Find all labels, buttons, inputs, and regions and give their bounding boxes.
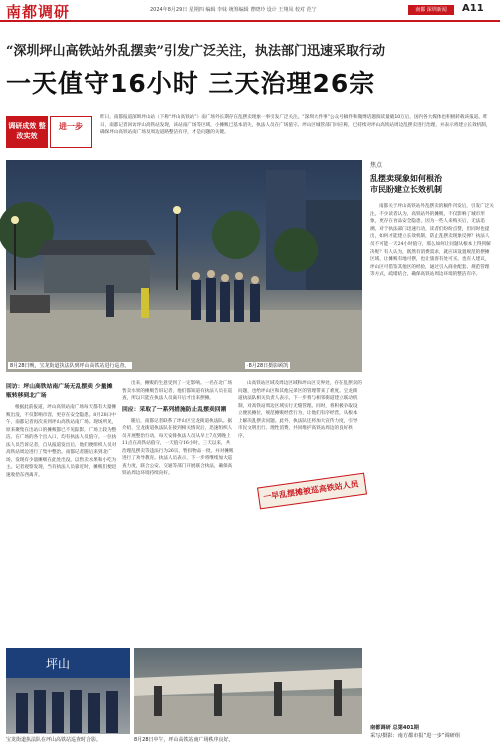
pillar <box>154 686 162 716</box>
banner-sign-text: 一早乱摆摊被巡高铁站人员 <box>262 479 360 502</box>
lead-paragraph: 昨日，南都报道深圳坪山站（下称“坪山高铁站”）南广场外长期存在乱摆卖现象一事引发广泛关注。“深圳大件事”公众号稿件和微博话题阅读量破10万后，国内各大媒体也积极转载该报道。昨日，南都记者回访坪山高铁站发现，该站南广场等区域，小摊贩已基本消失，执法人员在广场值守。坪山区城管部门回应称，已持续对坪山高铁站周边乱摆卖进行治理，并表示将建立长效机制，确保坪山高铁站南广场及周边道路整洁有序，才是问题的关键。 <box>100 115 491 135</box>
paragraph: 随后，南都记者联系了坪山区宝龙街道执法队。据介绍，宝龙街道执法队在接到相关情况后，迅速组织人员开展整治行动，每天安排执法人员从早上7点到晚上11点在高铁站值守，一天值守16小时。三天以来，共治理乱摆卖等违法行为26宗，暂扣物品一批，并对摊贩进行了劝导教育。执法人员表示，下一步将继续加大巡查力度，联合公安、交通等部门开展联合执法，确保高铁站周边环境持续向好。 <box>122 418 234 476</box>
body-column-1 <box>6 380 118 640</box>
paragraph: 山高铁站区域及周边区域和坪山区交界处，存在乱摆卖的问题，也给坪山区和其他兄弟区的管理带来了难度。宝龙街道执法队相关负责人表示，下一步将与相邻街道建立联动机制，对高铁站周边区域实行无缝管理。同时，将积极争取设立便民摊位，规范摊贩经营行为，让他们有序经营，从根本上解决乱摆卖问题。此外，执法队还将加大宣传力度，引导市民文明出行、理性消费，共同维护高铁站周边的良好秩序。 <box>238 381 362 439</box>
body-column-3 <box>238 380 362 640</box>
pillar <box>214 684 222 716</box>
page-number: A11 <box>462 3 484 14</box>
team-photo-caption: 宝龙街道执法队在坪山高铁站巡查时合影。 <box>6 737 102 743</box>
section-badge: 南都 深圳新闻 <box>408 5 454 15</box>
headline: 一天值守16小时 三天治理26宗 <box>6 69 376 98</box>
sidebar-footer <box>370 724 494 740</box>
sidebar-focus <box>370 160 494 746</box>
canopy-roof <box>134 668 362 696</box>
sidebar-title: 乱摆卖现象如何根治 市民盼建立长效机制 <box>370 174 442 194</box>
lamp-post <box>176 210 178 290</box>
kicker: “深圳坪山高铁站外乱摆卖”引发广泛关注，执法部门迅速采取行动 <box>6 44 385 59</box>
main-photo-credit: ·8月28日摄影顾凯 <box>247 363 289 369</box>
plaza-illustration <box>134 648 362 734</box>
officer-lineup <box>16 690 118 733</box>
team-illustration <box>6 648 130 734</box>
plaza-photo-caption: 8月28日中午，坪山高铁站南广场秩序良好。 <box>134 737 234 743</box>
plaza-ground <box>134 696 362 734</box>
plaza-photo <box>134 648 362 734</box>
station-scene-illustration <box>6 160 362 372</box>
jinyibu-logo <box>50 116 92 148</box>
team-photo <box>6 648 130 734</box>
subhead-response: 回应：采取了一系列措施防止乱摆卖回潮 <box>122 406 227 413</box>
paragraph: 根据此前报道，坪山高铁站南广场每天都有大量摊贩出没，不仅影响市容，更存在安全隐患。8月28日中午，南都记者再次来到坪山高铁站南广场。现场所见，原来聚集在出站口的摊贩都已不见踪影，广场上较为整洁。在广场的各个出入口，均有执法人员值守。一位执法人员告诉记者，自从报道发出后，他们便组织人员对高铁站周边进行了集中整治。南都记者随后来到北广场，发现有少量摊贩在此处出没，以售卖水果和小吃为主。记者观察发现，当有执法人员靠近时，摊贩们便迅速收拾东西离开。 <box>6 405 117 478</box>
vest-officer <box>141 288 149 318</box>
subhead-revisit: 回访：坪山高铁站南广场无乱摆卖 少量摊贩转移到北广场 <box>6 384 113 399</box>
station-kiosk <box>44 255 150 293</box>
tree <box>274 228 318 272</box>
lamp-post <box>14 220 16 290</box>
station-sign-text: 坪山 <box>46 657 71 671</box>
lamp-light <box>11 216 19 224</box>
issue-number: 南都调研 总第401期 <box>370 725 419 731</box>
canopy-roof <box>36 240 156 255</box>
sidebar-label: 焦点 <box>370 162 383 169</box>
officer-heads <box>192 270 259 284</box>
tree <box>212 211 260 259</box>
issue-info: 2024年8月29日 星期四 编辑 李妹 统筹编辑 曹晓玲 设计 王翔凤 校对 范宁 <box>150 7 317 13</box>
pillar <box>274 682 282 716</box>
pedestrian <box>106 285 114 317</box>
section-title: 南都调研 <box>6 3 71 21</box>
jinyibu-logo-text: 进一步 <box>59 122 83 131</box>
pillar <box>334 680 342 716</box>
column-logo-text: 调研成效 整改实效 <box>8 122 46 140</box>
body-column-2 <box>122 380 234 640</box>
main-photo-caption: 8月28日晚，宝龙街道执法队到坪山高铁站进行巡查。 <box>10 363 130 369</box>
sidebar-body: 南都关于坪山高铁站外乱摆卖的稿件刊发后，引发广泛关注。不少读者认为，高铁站外的摊贩，不仅影响了城市形象，更存在食品安全隐患，因为一些人来购买后，无法追溯。对于执法部门迅速行动，读者们纷纷点赞，但同时也提出，如何才能建立长效机制，防止乱摆卖现象反弹？执法人员不可能一天24小时值守，那么如何让问题从根本上得到解决呢？有人认为，既然有消费需求，就应该设置规范的摆摊区域，让摊贩有地可摆，也让旅客有处可买。也有人建议，坪山区可借鉴其他区的经验，通过引入商业配套、规范管理等方式，疏堵结合，确保高铁站周边环境的整洁有序。 <box>370 204 494 278</box>
lamp-light <box>173 206 181 214</box>
column-logo <box>6 116 48 148</box>
byline: 采写/摄影：南方都市报“进一步”调研组 <box>370 733 461 739</box>
paragraph: 出来，摊贩的生意受到了一定影响。一名在北广场售卖水果的摊贩告诉记者，他们都知道有执法人员在巡查，所以只能在执法人员离开后才出来摆摊。 <box>122 381 233 401</box>
masthead <box>0 0 500 22</box>
parked-scooters <box>10 295 50 313</box>
